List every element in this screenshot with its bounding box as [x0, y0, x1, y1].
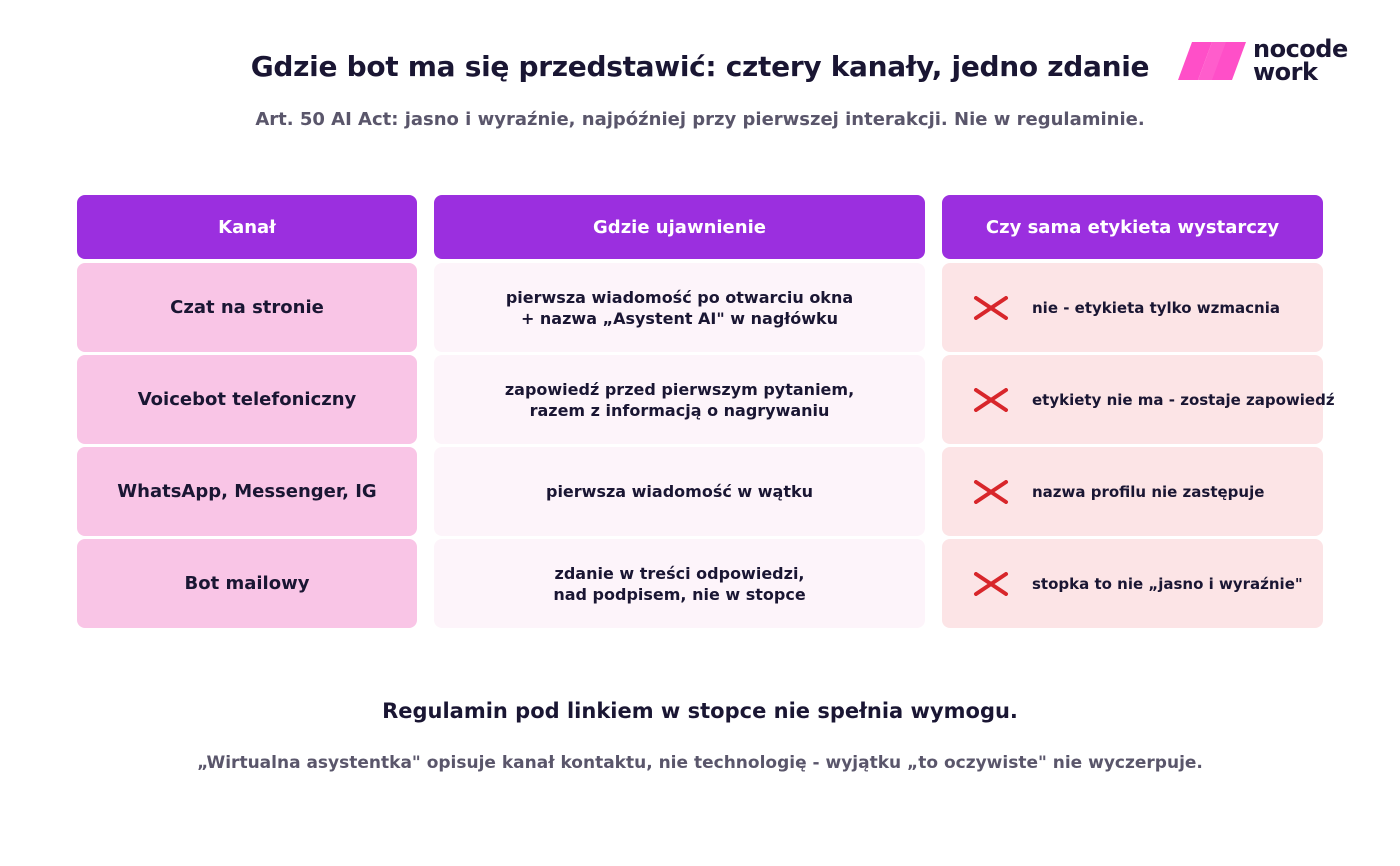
header-label-enough: Czy sama etykieta wystarczy	[942, 195, 1323, 259]
cell-label-enough	[942, 447, 1323, 536]
cell-where: zdanie w treści odpowiedzi, nad podpisem, nie w stopce	[434, 539, 925, 628]
brand-logo	[1178, 35, 1368, 86]
cell-where: zapowiedź przed pierwszym pytaniem, razem z informacją o nagrywaniu	[434, 355, 925, 444]
cell-label-enough	[942, 539, 1323, 628]
logo-line-1: nocode	[1253, 35, 1348, 63]
x-icon	[973, 296, 1009, 320]
label-enough-text: nie - etykieta tylko wzmacnia	[1032, 298, 1280, 317]
cell-label-enough	[942, 355, 1335, 444]
logo-wordmark	[1253, 35, 1348, 86]
footer-note: „Wirtualna asystentka" opisuje kanał kontaktu, nie technologię - wyjątku „to oczywiste" nie wyczerpuje.	[197, 753, 1203, 773]
cell-where: pierwsza wiadomość w wątku	[434, 447, 925, 536]
label-enough-text: etykiety nie ma - zostaje zapowiedź	[1032, 390, 1335, 409]
header-channel: Kanał	[77, 195, 417, 259]
cell-channel: Bot mailowy	[77, 539, 417, 628]
nocodework-logo-mark-icon	[1178, 40, 1246, 82]
page-title: Gdzie bot ma się przedstawić: cztery kanały, jedno zdanie	[250, 50, 1150, 83]
label-enough-text: stopka to nie „jasno i wyraźnie"	[1032, 574, 1303, 593]
cell-label-enough	[942, 263, 1323, 352]
page-subtitle: Art. 50 AI Act: jasno i wyraźnie, najpóźniej przy pierwszej interakcji. Nie w regulaminie.	[255, 109, 1145, 130]
label-enough-text: nazwa profilu nie zastępuje	[1032, 482, 1265, 501]
x-icon	[973, 388, 1009, 412]
cell-channel: Voicebot telefoniczny	[77, 355, 417, 444]
logo-line-2: work	[1253, 58, 1318, 86]
cell-where: pierwsza wiadomość po otwarciu okna + nazwa „Asystent AI" w nagłówku	[434, 263, 925, 352]
cell-channel: WhatsApp, Messenger, IG	[77, 447, 417, 536]
x-icon	[973, 572, 1009, 596]
x-icon	[973, 480, 1009, 504]
header-where: Gdzie ujawnienie	[434, 195, 925, 259]
footer-headline: Regulamin pod linkiem w stopce nie spełnia wymogu.	[382, 699, 1018, 723]
cell-channel: Czat na stronie	[77, 263, 417, 352]
